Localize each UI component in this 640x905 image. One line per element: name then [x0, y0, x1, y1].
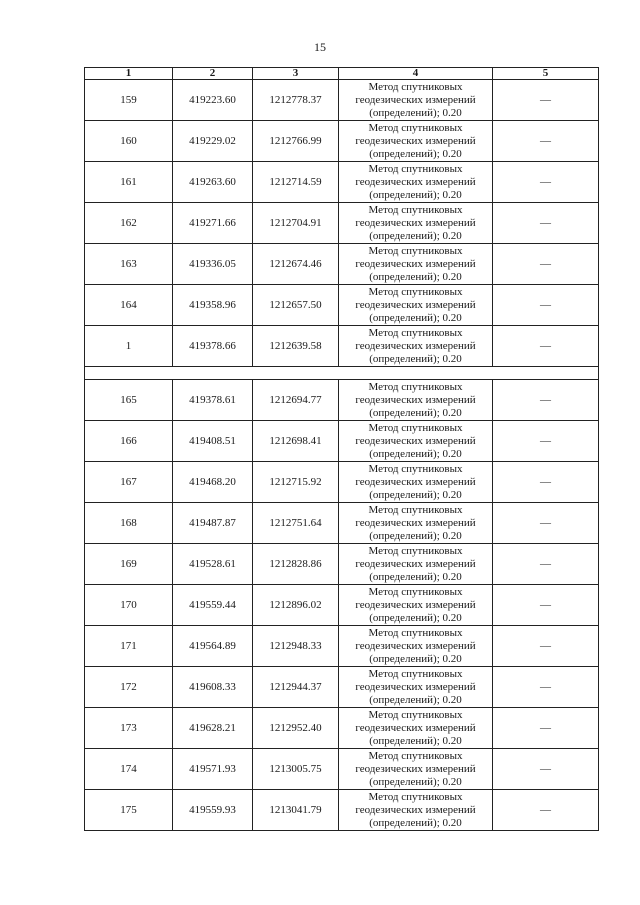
- method-accuracy-cell: Метод спутниковых геодезических измерений (определений); 0.20: [339, 80, 493, 121]
- note-cell: —: [493, 203, 599, 244]
- table-row: [85, 203, 599, 244]
- y-coordinate-cell: 1212948.33: [253, 626, 339, 667]
- table-row: [85, 503, 599, 544]
- y-coordinate-cell: 1212778.37: [253, 80, 339, 121]
- x-coordinate-cell: 419336.05: [173, 244, 253, 285]
- method-accuracy-cell: Метод спутниковых геодезических измерений (определений); 0.20: [339, 503, 493, 544]
- method-accuracy-cell: Метод спутниковых геодезических измерений (определений); 0.20: [339, 708, 493, 749]
- header-col-5: 5: [493, 68, 599, 80]
- method-accuracy-cell: Метод спутниковых геодезических измерений (определений); 0.20: [339, 421, 493, 462]
- table-row: [85, 285, 599, 326]
- x-coordinate-cell: 419559.93: [173, 790, 253, 831]
- x-coordinate-cell: 419528.61: [173, 544, 253, 585]
- x-coordinate-cell: 419559.44: [173, 585, 253, 626]
- table-row: [85, 121, 599, 162]
- x-coordinate-cell: 419608.33: [173, 667, 253, 708]
- x-coordinate-cell: 419358.96: [173, 285, 253, 326]
- point-number-cell: 161: [85, 162, 173, 203]
- y-coordinate-cell: 1212952.40: [253, 708, 339, 749]
- point-number-cell: 172: [85, 667, 173, 708]
- point-number-cell: 169: [85, 544, 173, 585]
- header-col-4: 4: [339, 68, 493, 80]
- separator-cell: [85, 367, 599, 380]
- table-header: [85, 68, 599, 80]
- header-col-2: 2: [173, 68, 253, 80]
- point-number-cell: 165: [85, 380, 173, 421]
- point-number-cell: 175: [85, 790, 173, 831]
- table-row: [85, 421, 599, 462]
- note-cell: —: [493, 421, 599, 462]
- x-coordinate-cell: 419223.60: [173, 80, 253, 121]
- point-number-cell: 1: [85, 326, 173, 367]
- method-accuracy-cell: Метод спутниковых геодезических измерений (определений); 0.20: [339, 162, 493, 203]
- table-row: [85, 244, 599, 285]
- note-cell: —: [493, 626, 599, 667]
- point-number-cell: 171: [85, 626, 173, 667]
- y-coordinate-cell: 1212715.92: [253, 462, 339, 503]
- note-cell: —: [493, 585, 599, 626]
- x-coordinate-cell: 419408.51: [173, 421, 253, 462]
- x-coordinate-cell: 419564.89: [173, 626, 253, 667]
- method-accuracy-cell: Метод спутниковых геодезических измерений (определений); 0.20: [339, 380, 493, 421]
- method-accuracy-cell: Метод спутниковых геодезических измерений (определений); 0.20: [339, 203, 493, 244]
- note-cell: —: [493, 162, 599, 203]
- table-row: [85, 326, 599, 367]
- point-number-cell: 162: [85, 203, 173, 244]
- point-number-cell: 160: [85, 121, 173, 162]
- point-number-cell: 168: [85, 503, 173, 544]
- method-accuracy-cell: Метод спутниковых геодезических измерений (определений); 0.20: [339, 121, 493, 162]
- method-accuracy-cell: Метод спутниковых геодезических измерений (определений); 0.20: [339, 626, 493, 667]
- y-coordinate-cell: 1213041.79: [253, 790, 339, 831]
- note-cell: —: [493, 244, 599, 285]
- method-accuracy-cell: Метод спутниковых геодезических измерений (определений); 0.20: [339, 749, 493, 790]
- header-col-1: 1: [85, 68, 173, 80]
- note-cell: —: [493, 749, 599, 790]
- table-row: [85, 585, 599, 626]
- y-coordinate-cell: 1213005.75: [253, 749, 339, 790]
- x-coordinate-cell: 419378.66: [173, 326, 253, 367]
- x-coordinate-cell: 419487.87: [173, 503, 253, 544]
- y-coordinate-cell: 1212828.86: [253, 544, 339, 585]
- table-body: [85, 80, 599, 831]
- y-coordinate-cell: 1212639.58: [253, 326, 339, 367]
- note-cell: —: [493, 326, 599, 367]
- method-accuracy-cell: Метод спутниковых геодезических измерений (определений); 0.20: [339, 544, 493, 585]
- y-coordinate-cell: 1212657.50: [253, 285, 339, 326]
- method-accuracy-cell: Метод спутниковых геодезических измерений (определений); 0.20: [339, 244, 493, 285]
- table-row: [85, 708, 599, 749]
- table-row: [85, 380, 599, 421]
- y-coordinate-cell: 1212751.64: [253, 503, 339, 544]
- table-row: [85, 544, 599, 585]
- point-number-cell: 166: [85, 421, 173, 462]
- method-accuracy-cell: Метод спутниковых геодезических измерений (определений); 0.20: [339, 585, 493, 626]
- y-coordinate-cell: 1212698.41: [253, 421, 339, 462]
- x-coordinate-cell: 419571.93: [173, 749, 253, 790]
- point-number-cell: 164: [85, 285, 173, 326]
- point-number-cell: 159: [85, 80, 173, 121]
- method-accuracy-cell: Метод спутниковых геодезических измерений (определений); 0.20: [339, 667, 493, 708]
- x-coordinate-cell: 419468.20: [173, 462, 253, 503]
- table-row: [85, 626, 599, 667]
- note-cell: —: [493, 708, 599, 749]
- y-coordinate-cell: 1212704.91: [253, 203, 339, 244]
- coordinates-table: [84, 67, 599, 831]
- header-row: [85, 68, 599, 80]
- contour-separator-row: [85, 367, 599, 380]
- method-accuracy-cell: Метод спутниковых геодезических измерений (определений); 0.20: [339, 462, 493, 503]
- point-number-cell: 173: [85, 708, 173, 749]
- x-coordinate-cell: 419263.60: [173, 162, 253, 203]
- y-coordinate-cell: 1212766.99: [253, 121, 339, 162]
- note-cell: —: [493, 544, 599, 585]
- note-cell: —: [493, 667, 599, 708]
- x-coordinate-cell: 419378.61: [173, 380, 253, 421]
- table-row: [85, 162, 599, 203]
- note-cell: —: [493, 790, 599, 831]
- y-coordinate-cell: 1212944.37: [253, 667, 339, 708]
- table-row: [85, 80, 599, 121]
- y-coordinate-cell: 1212714.59: [253, 162, 339, 203]
- point-number-cell: 174: [85, 749, 173, 790]
- table-row: [85, 667, 599, 708]
- note-cell: —: [493, 380, 599, 421]
- note-cell: —: [493, 80, 599, 121]
- point-number-cell: 163: [85, 244, 173, 285]
- note-cell: —: [493, 462, 599, 503]
- method-accuracy-cell: Метод спутниковых геодезических измерений (определений); 0.20: [339, 326, 493, 367]
- y-coordinate-cell: 1212694.77: [253, 380, 339, 421]
- method-accuracy-cell: Метод спутниковых геодезических измерений (определений); 0.20: [339, 285, 493, 326]
- note-cell: —: [493, 121, 599, 162]
- x-coordinate-cell: 419271.66: [173, 203, 253, 244]
- y-coordinate-cell: 1212896.02: [253, 585, 339, 626]
- point-number-cell: 170: [85, 585, 173, 626]
- point-number-cell: 167: [85, 462, 173, 503]
- note-cell: —: [493, 285, 599, 326]
- page-number: 15: [314, 40, 326, 54]
- table-row: [85, 790, 599, 831]
- note-cell: —: [493, 503, 599, 544]
- header-col-3: 3: [253, 68, 339, 80]
- y-coordinate-cell: 1212674.46: [253, 244, 339, 285]
- x-coordinate-cell: 419229.02: [173, 121, 253, 162]
- table-row: [85, 462, 599, 503]
- method-accuracy-cell: Метод спутниковых геодезических измерений (определений); 0.20: [339, 790, 493, 831]
- table-row: [85, 749, 599, 790]
- x-coordinate-cell: 419628.21: [173, 708, 253, 749]
